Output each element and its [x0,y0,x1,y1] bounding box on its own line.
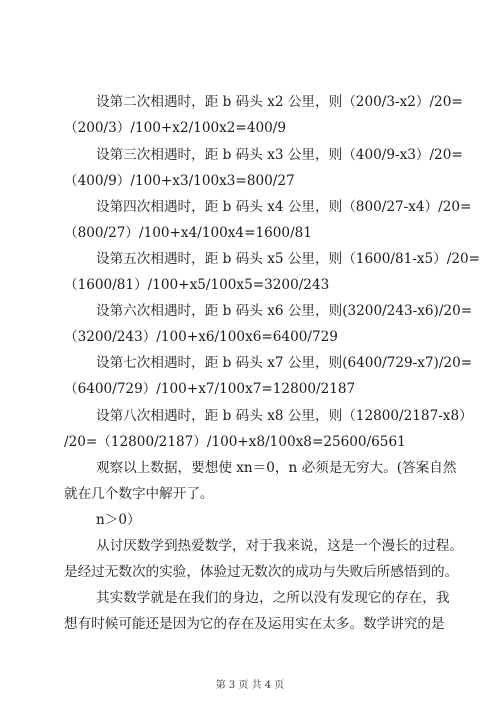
text-line: 设第四次相遇时，距 b 码头 x4 公里，则（800/27-x4）/20= [96,199,472,215]
text-line: n＞0） [96,512,141,528]
text-line: 就在几个数字中解开了。 [64,486,214,502]
text-line: 设第三次相遇时，距 b 码头 x3 公里，则（400/9-x3）/20= [96,147,463,163]
text-line: 其实数学就是在我们的身边，之所以没有发现它的存在，我 [96,590,450,606]
text-line: 是经过无数次的实验，体验过无数次的成功与失败后所感悟到的。 [64,564,459,580]
text-line: （200/3）/100+x2/100x2=400/9 [64,120,287,136]
text-line: 从讨厌数学到热爱数学，对于我来说，这是一个漫长的过程。 [96,538,464,554]
text-line: （3200/243）/100+x6/100x6=6400/729 [64,329,338,345]
text-line: 想有时候可能还是因为它的存在及运用实在太多。数学讲究的是 [64,616,445,632]
text-line: 设第六次相遇时，距 b 码头 x6 公里，则(3200/243-x6)/20= [96,303,473,319]
text-line: 设第八次相遇时，距 b 码头 x8 公里，则（12800/2187-x8） [96,408,473,424]
text-line: 观察以上数据，要想使 xn＝0，n 必须是无穷大。(答案自然 [96,460,457,476]
page-number-footer: 第 3 页 共 4 页 [215,680,285,691]
text-line: 设第五次相遇时，距 b 码头 x5 公里，则（1600/81-x5）/20= [96,251,481,267]
text-line: （400/9）/100+x3/100x3=800/27 [64,173,295,189]
text-line: （1600/81）/100+x5/100x5=3200/243 [64,277,330,293]
text-line: 设第七次相遇时，距 b 码头 x7 公里，则(6400/729-x7)/20= [96,355,473,371]
text-line: （800/27）/100+x4/100x4=1600/81 [64,225,312,241]
text-line: 设第二次相遇时，距 b 码头 x2 公里，则（200/3-x2）/20= [96,94,463,110]
text-line: （6400/729）/100+x7/100x7=12800/2187 [64,381,356,397]
text-line: /20=（12800/2187）/100+x8/100x8=25600/6561 [64,434,406,450]
